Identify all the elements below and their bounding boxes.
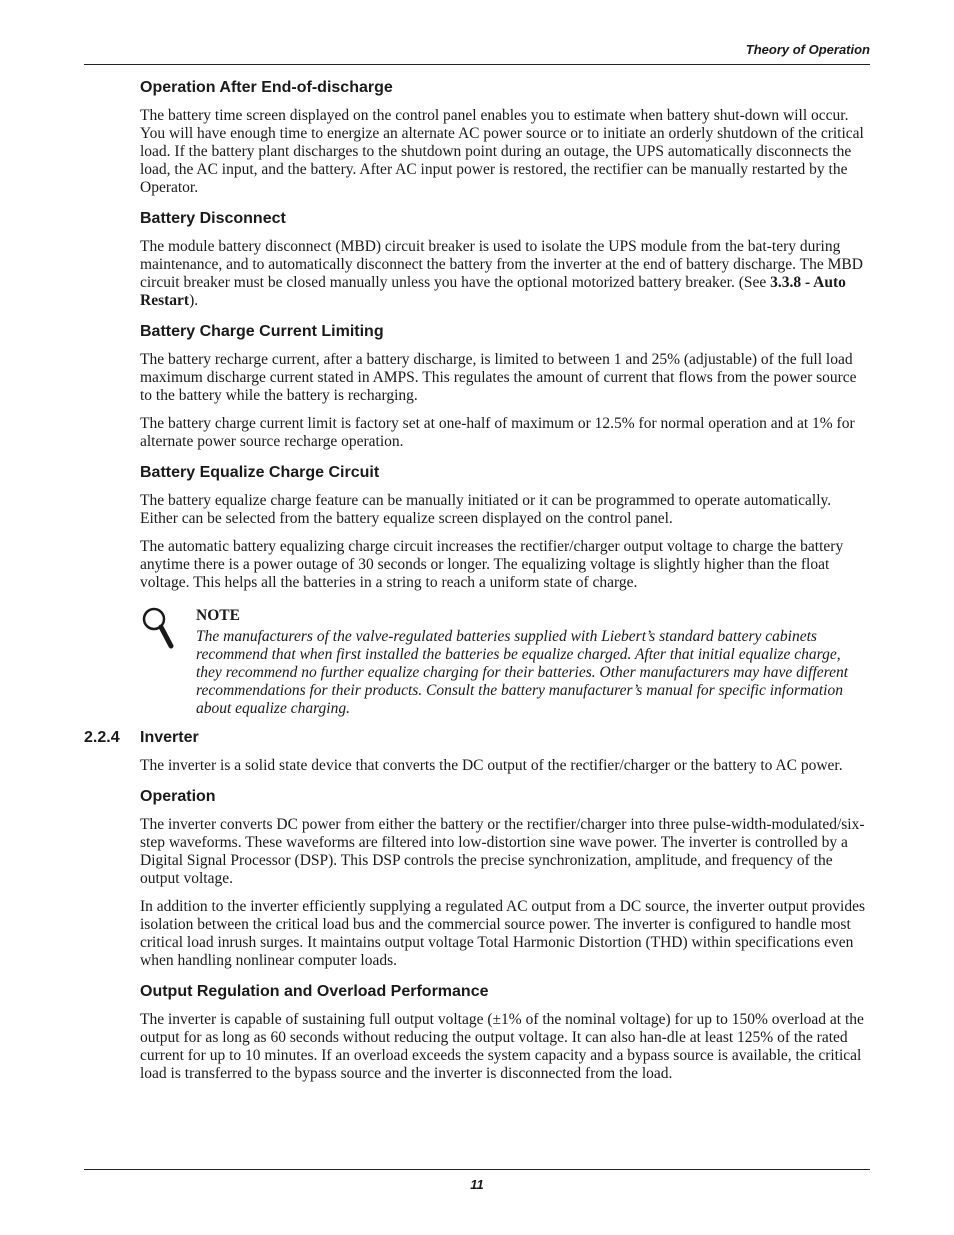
running-header-title: Theory of Operation bbox=[745, 42, 870, 57]
paragraph-equalize-2: The automatic battery equalizing charge circuit increases the rectifier/charger output voltage to charge the battery anytime there is a power outage of 30 seconds or longer. The equalizing voltage is slightly higher than the float voltage. This helps all the batteries in a string to reach a uniform state of charge. bbox=[140, 538, 844, 591]
heading-end-of-discharge: Operation After End-of-discharge bbox=[140, 79, 393, 96]
magnifying-glass-icon bbox=[140, 606, 176, 654]
paragraph-battery-disconnect bbox=[140, 238, 870, 310]
heading-charge-current-limiting: Battery Charge Current Limiting bbox=[140, 323, 384, 340]
note-text: The manufacturers of the valve-regulated batteries supplied with Liebert’s standard battery cabinets recommend that when first installed the batteries be equalize charged. After that initial equalize charge, they recommend no further equalize charging for their batteries. Other manufacturers may have different recommendations for their products. Consult the battery manufacturer’s manual for specific information about equalize charging. bbox=[196, 628, 849, 717]
paragraph-output-regulation: The inverter is capable of sustaining full output voltage (±1% of the nominal voltage) for up to 150% overload at the output for as long as 60 seconds without reducing the output voltage. It can also han-dle at least 125% of the rated current for up to 10 minutes. If an overload exceeds the system capacity and a bypass source is available, the critical load is transferred to the bypass source and the inverter is disconnected from the load. bbox=[140, 1011, 864, 1082]
heading-inverter bbox=[84, 728, 870, 748]
battery-disconnect-text: The module battery disconnect (MBD) circuit breaker is used to isolate the UPS module from the bat-tery during maintenance, and to automatically disconnect the battery from the inverter at the end of battery discharge. The MBD circuit breaker must be closed manually unless you have the optional motorized battery breaker. (See bbox=[140, 238, 863, 291]
paragraph-charge-current-2: The battery charge current limit is factory set at one-half of maximum or 12.5% for normal operation and at 1% for alternate power source recharge operation. bbox=[140, 415, 855, 450]
paragraph-operation-1: The inverter converts DC power from either the battery or the rectifier/charger into three pulse-width-modulated/six-step waveforms. These waveforms are filtered into low-distortion sine wave power. The inverter is controlled by a Digital Signal Processor (DSP). This DSP controls the precise synchronization, amplitude, and frequency of the output voltage. bbox=[140, 816, 865, 887]
header-rule bbox=[84, 64, 870, 65]
section-number: 2.2.4 bbox=[84, 729, 120, 746]
heading-battery-disconnect: Battery Disconnect bbox=[140, 210, 286, 227]
paragraph-charge-current-1: The battery recharge current, after a battery discharge, is limited to between 1 and 25% (adjustable) of the full load maximum discharge current stated in AMPS. This regulates the amount of current that flows from the power source to the battery while the battery is recharging. bbox=[140, 351, 857, 404]
auto-restart-reference: 3.3.8 - Auto Restart bbox=[140, 274, 846, 309]
footer-rule bbox=[84, 1169, 870, 1170]
paragraph-end-of-discharge: The battery time screen displayed on the control panel enables you to estimate when battery shut-down will occur. You will have enough time to energize an alternate AC power source or to initiate an orderly shutdown of the critical load. If the battery plant discharges to the shutdown point during an outage, the UPS automatically disconnects the load, the AC input, and the battery. After AC input power is restored, the rectifier can be manually restarted by the Operator. bbox=[140, 107, 864, 196]
paragraph-inverter: The inverter is a solid state device that converts the DC output of the rectifier/charger or the battery to AC power. bbox=[140, 757, 843, 774]
paragraph-operation-2: In addition to the inverter efficiently supplying a regulated AC output from a DC source, the inverter output provides isolation between the critical load bus and the commercial source power. The inverter is configured to handle most critical load inrush surges. It maintains output voltage Total Harmonic Distortion (THD) within specifications even when handling nonlinear computer loads. bbox=[140, 898, 866, 969]
paragraph-equalize-1: The battery equalize charge feature can be manually initiated or it can be programmed to operate automatically. Either can be selected from the battery equalize screen displayed on the control panel. bbox=[140, 492, 832, 527]
page-number: 11 bbox=[470, 1177, 484, 1192]
heading-output-regulation: Output Regulation and Overload Performance bbox=[140, 983, 489, 1000]
page-content bbox=[84, 78, 870, 1093]
note-box bbox=[140, 606, 870, 718]
heading-inverter-text: Inverter bbox=[140, 729, 199, 746]
heading-operation: Operation bbox=[140, 788, 216, 805]
heading-equalize-charge: Battery Equalize Charge Circuit bbox=[140, 464, 380, 481]
battery-disconnect-text-end: ). bbox=[189, 292, 199, 309]
note-label: NOTE bbox=[196, 607, 240, 624]
